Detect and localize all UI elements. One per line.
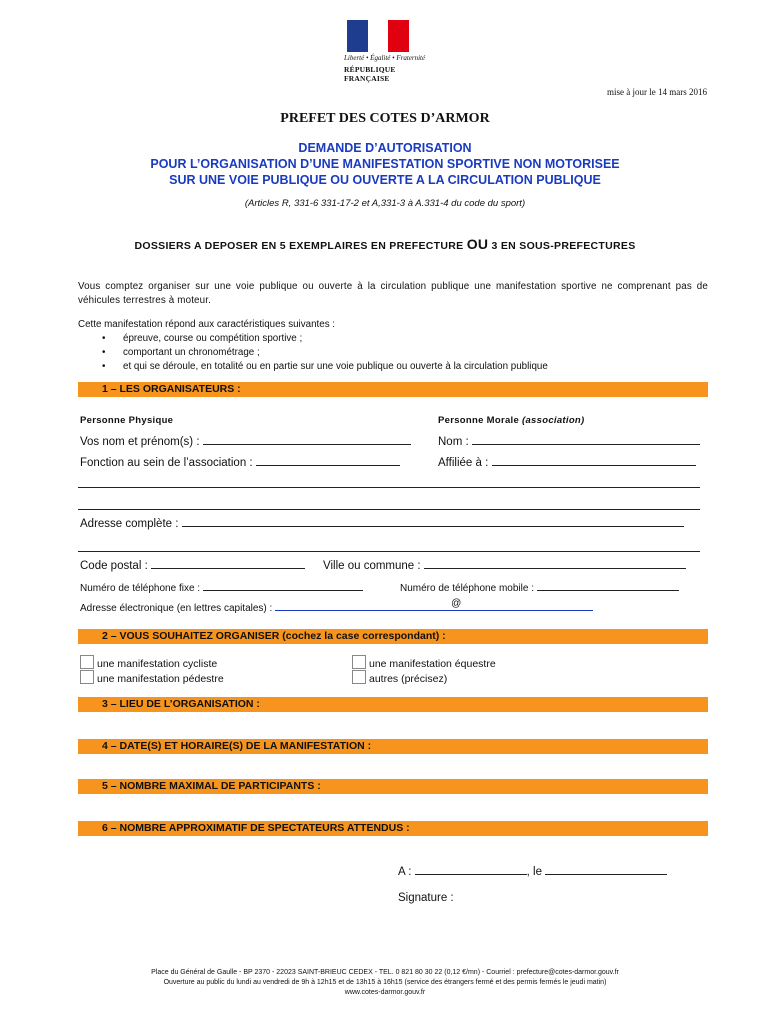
ville-field[interactable]: Ville ou commune :	[323, 558, 686, 572]
personne-morale-label: Personne Morale (association)	[438, 415, 585, 426]
blank-line[interactable]	[78, 509, 700, 510]
republic-name: RÉPUBLIQUE FRANÇAISE	[344, 65, 396, 83]
tel-fixe-field[interactable]: Numéro de téléphone fixe :	[80, 580, 363, 594]
section-participants: 5 – NOMBRE MAXIMAL DE PARTICIPANTS :	[78, 779, 708, 794]
section-spectateurs: 6 – NOMBRE APPROXIMATIF DE SPECTATEURS ATTENDUS :	[78, 821, 708, 836]
checkbox-equestre[interactable]: une manifestation équestre	[352, 655, 496, 672]
signature-label: Signature :	[398, 892, 454, 904]
nom-field[interactable]: Nom :	[438, 434, 700, 448]
bullet-item: • comportant un chronométrage ;	[78, 346, 708, 360]
checkbox-pedestre[interactable]: une manifestation pédestre	[80, 670, 224, 687]
footer	[0, 968, 770, 998]
fonction-field[interactable]: Fonction au sein de l’association :	[80, 455, 400, 469]
prefet-title: PREFET DES COTES D’ARMOR	[280, 111, 490, 126]
personne-physique-label: Personne Physique	[80, 415, 174, 426]
form-title-line-3: SUR UNE VOIE PUBLIQUE OU OUVERTE A LA CIRCULATION PUBLIQUE	[169, 173, 601, 187]
french-flag-icon	[347, 20, 409, 52]
signature-place-date[interactable]: A : , le	[398, 864, 667, 878]
adresse-field[interactable]: Adresse complète :	[80, 516, 684, 530]
email-at-sign: @	[451, 598, 462, 609]
bullet-item: • épreuve, course ou compétition sportive ;	[78, 332, 708, 346]
affiliee-field[interactable]: Affiliée à :	[438, 455, 696, 469]
blank-line[interactable]	[78, 551, 700, 552]
tel-mobile-field[interactable]: Numéro de téléphone mobile :	[400, 580, 679, 594]
republic-motto: Liberté • Égalité • Fraternité	[344, 54, 426, 62]
checkbox-icon[interactable]	[352, 655, 366, 669]
section-lieu: 3 – LIEU DE L’ORGANISATION :	[78, 697, 708, 712]
section-dates-horaires: 4 – DATE(S) ET HORAIRE(S) DE LA MANIFESTATION :	[78, 739, 708, 754]
nom-prenom-field[interactable]: Vos nom et prénom(s) :	[80, 434, 411, 448]
checkbox-icon[interactable]	[352, 670, 366, 684]
form-title-line-1: DEMANDE D’AUTORISATION	[298, 141, 472, 155]
checkbox-cycliste[interactable]: une manifestation cycliste	[80, 655, 217, 672]
email-field[interactable]: Adresse électronique (en lettres capitales) : @	[80, 600, 593, 614]
section-organisateurs: 1 – LES ORGANISATEURS :	[78, 382, 708, 397]
characteristics-block	[78, 318, 708, 374]
legal-articles: (Articles R, 331-6 331-17-2 et A,331-3 à A.331-4 du code du sport)	[244, 198, 526, 209]
checkbox-autres[interactable]: autres (précisez)	[352, 670, 447, 687]
section-type-manifestation: 2 – VOUS SOUHAITEZ ORGANISER (cochez la case correspondant) :	[78, 629, 708, 644]
blank-line[interactable]	[78, 487, 700, 488]
bullet-item: • et qui se déroule, en totalité ou en partie sur une voie publique ou ouverte à la circulation publique	[78, 360, 708, 374]
footer-website: www.cotes-darmor.gouv.fr	[344, 989, 426, 996]
update-date: mise à jour le 14 mars 2016	[607, 87, 707, 97]
form-title-line-2: POUR L’ORGANISATION D’UNE MANIFESTATION SPORTIVE NON MOTORISEE	[150, 157, 620, 171]
intro-paragraph: Vous comptez organiser sur une voie publique ou ouverte à la circulation publique une manifestation sportive ne comprenant pas de véhicules terrestres à moteur.	[78, 281, 708, 306]
footer-address: Place du Général de Gaulle - BP 2370 - 22023 SAINT-BRIEUC CEDEX - TEL. 0 821 80 30 22 (0,12 €/mn) - Courriel : prefecture@cotes-darmor.gouv.fr	[151, 969, 619, 976]
footer-hours: Ouverture au public du lundi au vendredi de 9h à 12h15 et de 13h15 à 16h15 (service des étrangers fermé et des permis fermés le jeudi matin)	[163, 979, 607, 986]
checkbox-icon[interactable]	[80, 655, 94, 669]
characteristics-lead: Cette manifestation répond aux caractéristiques suivantes :	[78, 319, 336, 330]
checkbox-icon[interactable]	[80, 670, 94, 684]
marianne-logo	[344, 20, 440, 83]
code-postal-field[interactable]: Code postal :	[80, 558, 305, 572]
submission-instructions: DOSSIERS A DEPOSER EN 5 EXEMPLAIRES EN PREFECTURE OU 3 EN SOUS-PREFECTURES	[134, 236, 636, 252]
